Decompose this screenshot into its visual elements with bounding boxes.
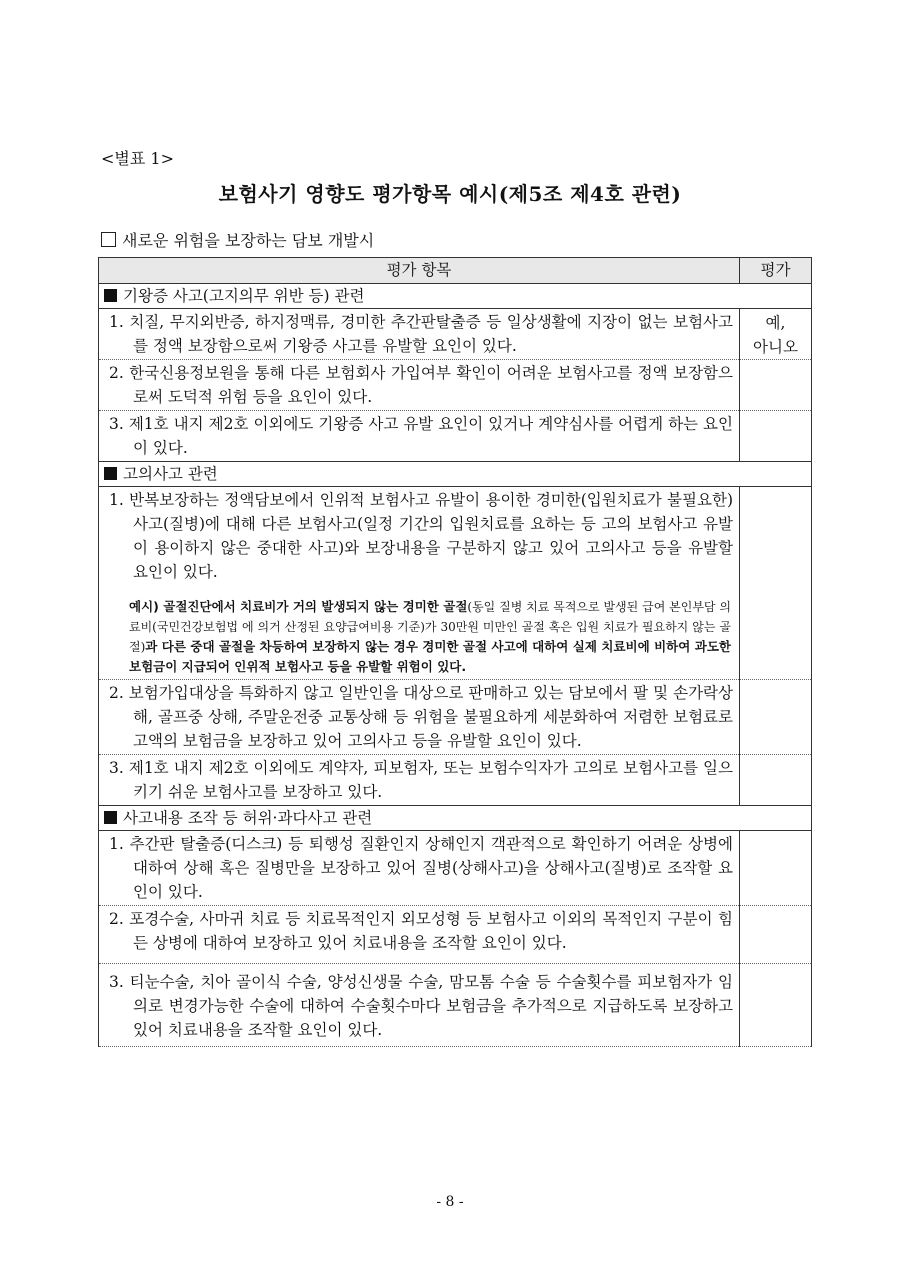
eval-cell <box>740 755 812 806</box>
section-title: 기왕증 사고(고지의무 위반 등) 관련 <box>123 287 365 305</box>
item-text: 2. 포경수술, 사마귀 치료 등 치료목적인지 외모성형 등 보험사고 이외의 목적인지 구분이 힘든 상병에 대하여 보장하고 있어 치료내용을 조작할 요인이 있다. <box>109 910 733 952</box>
table-row <box>99 411 812 462</box>
eval-cell <box>740 964 812 1047</box>
filled-square-icon <box>104 289 117 302</box>
section-row <box>99 806 812 831</box>
item-cell <box>99 411 740 462</box>
item-text: 3. 티눈수술, 치아 골이식 수술, 양성신생물 수술, 맘모톰 수술 등 수술횟수를 피보험자가 임의로 변경가능한 수술에 대하여 수술횟수마다 보험금을 추가적으로 지급하도록 보장하고 있어 치료내용을 조작할 요인이 있다. <box>109 973 733 1039</box>
section-title-cell <box>99 462 812 487</box>
item-cell <box>99 906 740 964</box>
table-row <box>99 487 812 680</box>
table-row <box>99 964 812 1047</box>
item-cell <box>99 755 740 806</box>
item-cell <box>99 309 740 360</box>
eval-cell <box>740 906 812 964</box>
checkbox-square-icon <box>101 232 116 247</box>
table-row <box>99 755 812 806</box>
eval-cell <box>740 360 812 411</box>
item-cell <box>99 680 740 755</box>
section-row <box>99 462 812 487</box>
item-cell <box>99 964 740 1047</box>
item-text: 1. 치질, 무지외반증, 하지정맥류, 경미한 추간판탈출증 등 일상생활에 지장이 없는 보험사고를 정액 보장함으로써 기왕증 사고를 유발할 요인이 있다. <box>109 313 733 355</box>
eval-cell <box>740 831 812 906</box>
item-text: 1. 반복보장하는 정액담보에서 인위적 보험사고 유발이 용이한 경미한(입원치료가 불필요한) 사고(질병)에 대해 다른 보험사고(일정 기간의 입원치료를 요하는 등 고의 보험사고 유발이 용이하지 않은 중대한 사고)와 보장내용을 구분하지 않고 있어 고의사고 등을 유발할 요인이 있다. <box>109 491 733 581</box>
filled-square-icon <box>104 467 117 480</box>
intro-text: 새로운 위험을 보장하는 담보 개발시 <box>122 231 375 250</box>
item-text: 3. 제1호 내지 제2호 이외에도 기왕증 사고 유발 요인이 있거나 계약심사를 어렵게 하는 요인이 있다. <box>109 415 733 457</box>
section-row <box>99 284 812 309</box>
item-text: 1. 추간판 탈출증(디스크) 등 퇴행성 질환인지 상해인지 객관적으로 확인하기 어려운 상병에 대하여 상해 혹은 질병만을 보장하고 있어 질병(상해사고)을 상해사고(질병)로 조작할 요인이 있다. <box>109 835 733 901</box>
eval-cell <box>740 309 812 360</box>
example-note <box>99 585 739 679</box>
table-row <box>99 309 812 360</box>
header-eval: 평가 <box>740 258 812 284</box>
item-cell <box>99 831 740 906</box>
annex-label: <별표 1> <box>101 149 174 168</box>
item-cell <box>99 360 740 411</box>
header-item: 평가 항목 <box>99 258 740 284</box>
eval-cell <box>740 411 812 462</box>
table-row <box>99 360 812 411</box>
evaluation-table <box>98 257 812 1047</box>
table-header-row <box>99 258 812 284</box>
item-text: 3. 제1호 내지 제2호 이외에도 계약자, 피보험자, 또는 보험수익자가 고의로 보험사고를 일으키기 쉬운 보험사고를 보장하고 있다. <box>109 759 733 801</box>
intro-line <box>101 228 374 251</box>
section-title-cell <box>99 284 812 309</box>
eval-value: 예, 아니오 <box>753 314 798 356</box>
section-title: 고의사고 관련 <box>123 465 218 483</box>
filled-square-icon <box>104 811 117 824</box>
table-row <box>99 906 812 964</box>
eval-cell <box>740 680 812 755</box>
section-title-cell <box>99 806 812 831</box>
example-tail: 과 다른 중대 골절을 차등하여 보장하지 않는 경우 경미한 골절 사고에 대하여 실제 치료비에 비하여 과도한 보험금이 지급되어 인위적 보험사고 등을 유발할 위험이 있다. <box>129 639 731 674</box>
item-cell <box>99 487 740 680</box>
example-lead: 예시) 골절진단에서 치료비가 거의 발생되지 않는 경미한 골절 <box>129 599 468 614</box>
page-title: 보험사기 영향도 평가항목 예시(제5조 제4호 관련) <box>218 182 682 206</box>
item-text: 2. 보험가입대상을 특화하지 않고 일반인을 대상으로 판매하고 있는 담보에서 팔 및 손가락상해, 골프중 상해, 주말운전중 교통상해 등 위험을 불필요하게 세분화하여 저렴한 보험료로 고액의 보험금을 보장하고 있어 고의사고 등을 유발할 요인이 있다. <box>109 684 733 750</box>
table-row <box>99 831 812 906</box>
table-row <box>99 680 812 755</box>
section-title: 사고내용 조작 등 허위·과다사고 관련 <box>123 809 373 827</box>
example-parenthetical: (동일 질병 치료 목적으로 발생된 급여 본인부담 의료비(국민건강보험법 에 의거 산정된 요양급여비용 기준)가 30만원 미만인 골절 혹은 입원 치료가 필요하지 않는 골절) <box>129 600 731 654</box>
item-text: 2. 한국신용정보원을 통해 다른 보험회사 가입여부 확인이 어려운 보험사고를 정액 보장함으로써 도덕적 위험 등을 요인이 있다. <box>109 364 733 406</box>
eval-cell <box>740 487 812 680</box>
page-number: - 8 - <box>436 1194 464 1210</box>
